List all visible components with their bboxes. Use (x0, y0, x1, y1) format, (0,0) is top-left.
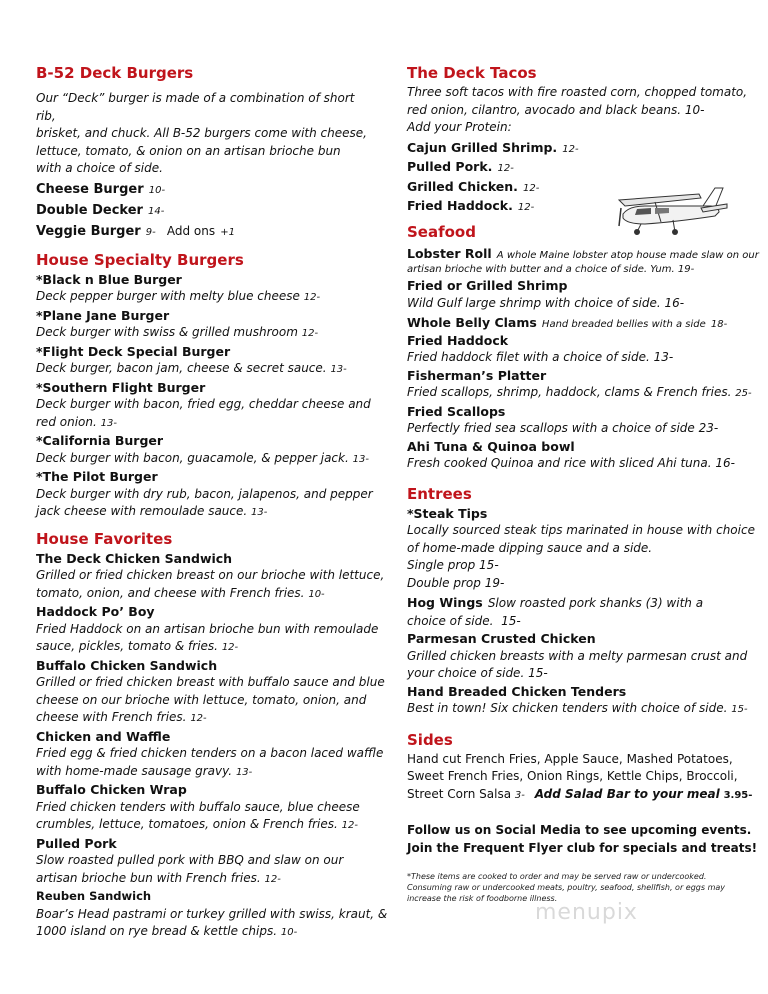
disclaimer: *These items are cooked to order and may be served raw or undercooked. Consuming raw or undercooked meats, poultry, seafood, shellfish, or eggs may increase the risk of foodborne illness. (407, 872, 725, 903)
menu-item: *Southern Flight Burger Deck burger with bacon, fried egg, cheddar cheese and red onion. 13- (36, 379, 371, 429)
airplane-icon (615, 184, 730, 236)
menu-item: Fried Haddock Fried haddock filet with a choice of side. 13- (407, 332, 674, 364)
menu-item: Buffalo Chicken Wrap Fried chicken tenders with buffalo sauce, blue cheese crumbles, lettuce, tomatoes, onion & French fries. 12- (36, 782, 360, 831)
menu-item: Haddock Po’ Boy Fried Haddock on an artisan brioche bun with remoulade sauce, pickles, tomato & fries. 12- (36, 604, 379, 653)
sides-section: Sides Hand cut French Fries, Apple Sauce, Mashed Potatoes, Sweet French Fries, Onion Rings, Kettle Chips, Broccoli, Street Corn Salsa 3- Add Salad Bar to your meal 3.95- (407, 730, 753, 801)
menu-item: Fried Scallops Perfectly fried sea scallops with a choice of side 23- (407, 403, 719, 435)
specialty-heading: House Specialty Burgers (36, 250, 244, 269)
menu-item: Hog Wings Slow roasted pork shanks (3) with a choice of side. 15- (407, 595, 704, 628)
menu-item: *Steak Tips Locally sourced steak tips marinated in house with choice of home-made dipping sauce and a side. Single prop 15- Double prop 19- (407, 505, 755, 590)
tacos-heading: The Deck Tacos (407, 64, 537, 82)
menu-item: *Flight Deck Special Burger Deck burger, bacon jam, cheese & secret sauce. 13- (36, 343, 347, 375)
favorites-section (36, 528, 388, 942)
seafood-heading: Seafood (407, 222, 476, 241)
favorites-heading: House Favorites (36, 529, 173, 548)
menu-item: Chicken and Waffle Fried egg & fried chicken tenders on a bacon laced waffle with home-made sausage gravy. 13- (36, 728, 384, 778)
menu-item: Lobster Roll A whole Maine lobster atop house made slaw on our artisan brioche with butter and a choice of side. Yum. 19- (407, 245, 759, 275)
menu-item: Fried Haddock. 12- (407, 198, 535, 213)
menu-item: Pulled Pork Slow roasted pulled pork with BBQ and slaw on our artisan brioche bun with French fries. 12- (36, 835, 344, 885)
specialty-section (36, 249, 372, 522)
watermark: menupix (535, 900, 638, 925)
menu-item: Fisherman’s Platter Fried scallops, shrimp, haddock, clams & French fries. 25- (407, 367, 752, 399)
burgers-section (36, 62, 372, 241)
menu-item: Reuben Sandwich Boar’s Head pastrami or turkey grilled with swiss, kraut, & 1000 island on rye bread & kettle chips. 10- (36, 889, 388, 938)
menu-item: Whole Belly Clams Hand breaded bellies with a side 18- (407, 315, 728, 330)
menu-item: Pulled Pork. 12- (407, 159, 514, 174)
entrees-section (407, 483, 755, 719)
menu-item: Hand Breaded Chicken Tenders Best in town! Six chicken tenders with choice of side. 15- (407, 683, 748, 715)
menu-item: Buffalo Chicken Sandwich Grilled or fried chicken breast with buffalo sauce and blue cheese on our brioche with lettuce, tomato, onion, and cheese with French fries. 12- (36, 657, 385, 724)
left-column (36, 62, 388, 942)
social-section: Follow us on Social Media to see upcoming events. Join the Frequent Flyer club for specials and treats! (407, 823, 758, 855)
menu-item: Fried or Grilled Shrimp Wild Gulf large shrimp with choice of side. 16- (407, 278, 685, 310)
menu-item: Grilled Chicken. 12- (407, 178, 540, 194)
menu-item: Ahi Tuna & Quinoa bowl Fresh cooked Quinoa and rice with sliced Ahi tuna. 16- (407, 438, 735, 470)
seafood-section (407, 221, 759, 473)
menu-item: *Plane Jane Burger Deck burger with swiss & grilled mushroom 12- (36, 307, 319, 339)
menu-item: The Deck Chicken Sandwich Grilled or fried chicken breast on our brioche with lettuce, tomato, onion, and cheese with French fries. 10- (36, 550, 385, 600)
entrees-heading: Entrees (407, 484, 472, 503)
menu-item: *The Pilot Burger Deck burger with dry rub, bacon, jalapenos, and pepper jack cheese with remoulade sauce. 13- (36, 469, 373, 518)
tacos-section: The Deck Tacos Three soft tacos with fire roasted corn, chopped tomato, red onion, cilantro, avocado and black beans. 10- Add your Protein: Cajun Grilled Shrimp. 12- Pulled Pork. 12- Grilled Chicken. 12- Fried Haddock. 12- (407, 64, 748, 213)
menu-item: Double Decker 14- (36, 202, 165, 218)
menu-item: Parmesan Crusted Chicken Grilled chicken breasts with a melty parmesan crust and your choice of side. 15- (407, 631, 748, 680)
menu-item: Cheese Burger 10- (36, 181, 166, 197)
menu-item: *Black n Blue Burger Deck pepper burger with melty blue cheese 12- (36, 271, 321, 303)
menu-item: Cajun Grilled Shrimp. 12- (407, 139, 579, 155)
burgers-description: Our “Deck” burger is made of a combination of short rib, brisket, and chuck. All B-52 burgers come with cheese, lettuce, tomato, & onion on an artisan brioche bun with a choice of side. (36, 91, 367, 175)
menu-item: *California Burger Deck burger with bacon, guacamole, & pepper jack. 13- (36, 433, 369, 465)
burgers-heading: B-52 Deck Burgers (36, 64, 194, 82)
menu-item: Veggie Burger 9- Add ons +1 (36, 223, 235, 239)
sides-heading: Sides (407, 730, 453, 749)
